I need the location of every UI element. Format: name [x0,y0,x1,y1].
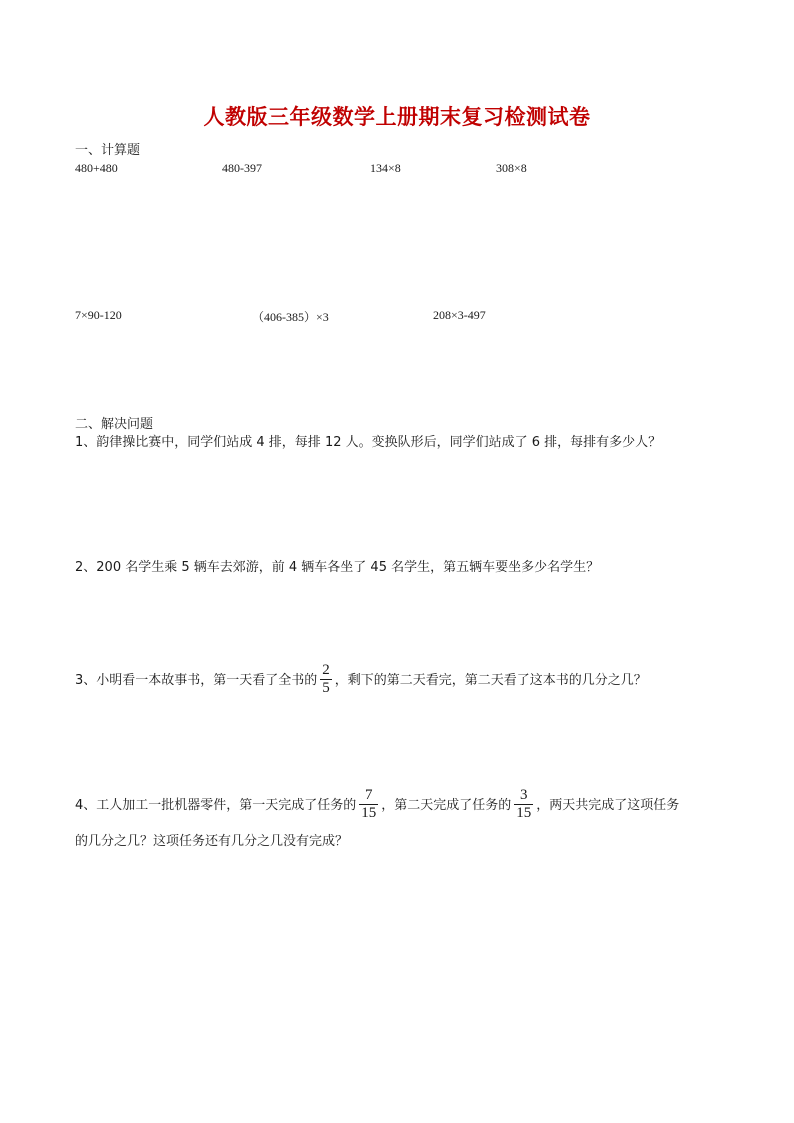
problem-text: ，剩下的第二天看完，第二天看了这本书的几分之几？ [334,673,647,688]
problem-text: 3、小明看一本故事书，第一天看了全书的 [75,673,318,688]
fraction [514,787,533,822]
problem-text: ，第二天完成了任务的 [381,798,512,813]
calc-expression: 480+480 [75,161,118,175]
fraction-denominator: 15 [516,805,532,821]
word-problem-4 [75,788,679,823]
calc-expression: 134×8 [370,161,401,175]
problem-text: 4、工人加工一批机器零件，第一天完成了任务的 [75,798,357,813]
word-problem-3 [75,663,647,698]
word-problem-4-continued: 的几分之几？这项任务还有几分之几没有完成？ [75,834,349,849]
fraction [359,787,378,822]
fraction [320,662,332,697]
fraction-denominator: 5 [322,680,330,696]
fraction-numerator: 3 [520,787,528,803]
fraction-numerator: 7 [365,787,373,803]
section-heading-calculation: 一、计算题 [75,143,141,158]
calc-expression: 308×8 [496,161,527,175]
fraction-denominator: 15 [361,805,377,821]
calc-expression: 208×3-497 [433,308,486,322]
word-problem-1: 1、韵律操比赛中，同学们站成 4 排，每排 12 人。变换队形后，同学们站成了 6 排，每排有多少人？ [75,435,662,450]
section-heading-word-problems: 二、解决问题 [75,417,154,432]
problem-text: ，两天共完成了这项任务 [536,798,680,813]
calc-expression: （406-385）×3 [252,310,329,324]
calc-expression: 7×90-120 [75,308,122,322]
word-problem-2: 2、200 名学生乘 5 辆车去郊游，前 4 辆车各坐了 45 名学生，第五辆车要坐多少名学生？ [75,560,600,575]
calc-expression: 480-397 [222,161,262,175]
exam-title: 人教版三年级数学上册期末复习检测试卷 [203,104,591,129]
fraction-numerator: 2 [322,662,330,678]
